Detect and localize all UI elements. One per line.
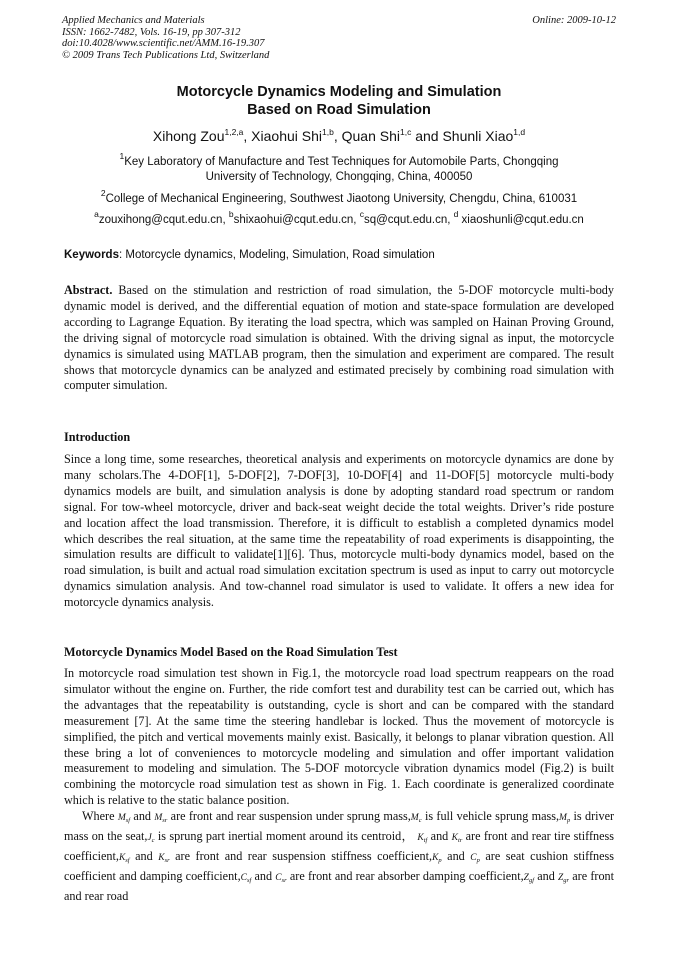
keywords-text: : Motorcycle dynamics, Modeling, Simulation, Road simulation bbox=[118, 249, 435, 261]
text-t4: is sprung part inertial moment around its centroid， bbox=[157, 829, 414, 844]
text-and: and bbox=[430, 829, 449, 844]
symbol-ktr bbox=[452, 833, 463, 843]
title-line-1: Motorcycle Dynamics Modeling and Simulation bbox=[176, 84, 502, 100]
affiliation-1-line-1 bbox=[0, 151, 678, 170]
online-date: Online: 2009-10-12 bbox=[532, 15, 616, 26]
text-and: and bbox=[447, 848, 465, 863]
email-sup: c bbox=[359, 209, 364, 219]
symbol-sub: sr bbox=[162, 817, 168, 825]
symbol-csr bbox=[275, 873, 286, 883]
affiliation-text: Key Laboratory of Manufacture and Test Techniques for Automobile Parts, Chongqing bbox=[124, 156, 559, 168]
affiliation-1-line-2: University of Technology, Chongqing, China, 400050 bbox=[205, 171, 473, 183]
symbol-sub: sr bbox=[164, 856, 170, 864]
email-link[interactable]: sq@cqut.edu.cn, bbox=[363, 214, 454, 226]
symbol-csf bbox=[241, 873, 252, 883]
symbol-sub: sf bbox=[125, 856, 130, 864]
symbol-sub: p bbox=[476, 856, 480, 864]
text-t9: are front and rear road bbox=[64, 868, 615, 903]
text-and: and bbox=[537, 868, 555, 883]
issn-line: ISSN: 1662-7482, Vols. 16-19, pp 307-312 bbox=[62, 26, 241, 38]
text-t3: is driver mass on the seat, bbox=[64, 809, 615, 844]
symbol-sub: tf bbox=[423, 837, 428, 845]
text-t2: is full vehicle sprung mass, bbox=[424, 809, 560, 824]
symbol-mc bbox=[411, 813, 422, 823]
copyright-line: © 2009 Trans Tech Publications Ltd, Switzerland bbox=[62, 49, 270, 61]
author-sup: 1,2,a bbox=[224, 127, 244, 137]
text-and: and bbox=[135, 848, 153, 863]
text-t1: are front and rear suspension under sprung mass, bbox=[170, 809, 411, 824]
symbol-sub: tr bbox=[457, 837, 463, 845]
affiliation-text: College of Mechanical Engineering, Southwest Jiaotong University, Chengdu, China, 610031 bbox=[105, 193, 578, 205]
author-sup: 1,d bbox=[513, 127, 526, 137]
symbol-base: K bbox=[118, 852, 126, 863]
symbol-base: J bbox=[147, 833, 152, 844]
symbol-base: M bbox=[154, 813, 163, 824]
affiliation-2-line-1 bbox=[0, 188, 678, 207]
symbol-base: K bbox=[451, 833, 458, 844]
symbol-base: M bbox=[410, 813, 419, 824]
text-and: and bbox=[254, 868, 273, 883]
title-line-2: Based on Road Simulation bbox=[247, 102, 431, 118]
journal-header bbox=[62, 15, 616, 61]
email-link[interactable]: zouxihong@cqut.edu.cn, bbox=[98, 214, 229, 226]
model-paragraph-2 bbox=[64, 809, 614, 905]
symbol-sub: p bbox=[566, 817, 571, 825]
symbol-base: Z bbox=[558, 872, 564, 883]
model-body bbox=[64, 666, 614, 905]
symbol-base: C bbox=[470, 852, 477, 863]
symbol-sub: sf bbox=[125, 817, 131, 825]
introduction-body bbox=[64, 452, 614, 611]
symbol-zgr bbox=[558, 873, 569, 883]
symbol-mp bbox=[559, 813, 570, 823]
author-sup: 1,b bbox=[322, 127, 334, 137]
symbol-base: K bbox=[158, 852, 165, 863]
text-where: Where bbox=[82, 809, 115, 824]
symbol-jc bbox=[147, 833, 154, 843]
introduction-paragraph: Since a long time, some researches, theoretical analysis and experiments on motorcycle dynamics are done by many scholars.The 4-DOF[1], 5-DOF[2], 7-DOF[3], 10-DOF[4] and 11-DOF[5] motorcycle multi-body dynamics models are built, and simulation analysis is done by adopting standard road spectrum or random signal. For tow-wheel motorcycle, driver and back-seat weight decide the total weights. Driver’s ride posture and location affect the load transmission. Therefore, it is difficult to establish a completed dynamics model which describes the real situation, at the same time the repeatability of road experiments is disappointing, the simulation results are difficult to validate[1][6]. Thus, motorcycle multi-body dynamics model, based on the road simulation, is built and actual road simulation excitation spectrum is used as input to carry out motorcycle dynamics simulation analysis. And tow-channel road simulator is used to validate. It offers a new idea for motorcycle dynamics analysis. bbox=[64, 452, 614, 610]
text-and: and bbox=[133, 809, 152, 824]
keywords bbox=[64, 248, 435, 263]
abstract-paragraph bbox=[64, 283, 614, 394]
text-t7: are seat cushion stiffness coefficient and damping coefficient, bbox=[64, 848, 614, 883]
symbol-base: K bbox=[417, 833, 424, 844]
symbol-ktf bbox=[417, 833, 427, 843]
doi-line: doi:10.4028/www.scientific.net/AMM.16-19.307 bbox=[62, 38, 265, 49]
abstract-text: Based on the stimulation and restriction of road simulation, the 5-DOF motorcycle multi-body dynamic model is derived, and the differential equation of motion and state-space formulation are developed according to Lagrange Equation. By iterating the load spectra, which was sampled on Hainan Proving Ground, the driving signal of motorcycle road simulation is obtained. With the driving signal as input, the motorcycle dynamics is simulated using MATLAB program, then the simulation and experiment are compared. The result shows that motorcycle dynamics can be analyzed and estimated precisely by combining road simulation with computer simulation. bbox=[64, 283, 614, 393]
email-line bbox=[0, 209, 678, 228]
keywords-label: Keywords bbox=[64, 249, 119, 261]
symbol-base: M bbox=[559, 813, 567, 824]
symbol-msr bbox=[154, 813, 167, 823]
affiliation-sup: 2 bbox=[100, 188, 106, 198]
symbol-base: K bbox=[432, 852, 439, 863]
symbol-cp bbox=[470, 853, 480, 863]
abstract bbox=[64, 283, 614, 394]
symbol-msf bbox=[118, 813, 130, 823]
symbol-sub: sf bbox=[246, 876, 252, 884]
text-t5: are front and rear tire stiffness coefficient, bbox=[64, 829, 615, 863]
author-sep: and bbox=[411, 128, 443, 144]
email-sup: d bbox=[453, 209, 459, 219]
symbol-sub: c bbox=[151, 837, 155, 845]
text-t8: are front and rear absorber damping coefficient, bbox=[289, 868, 524, 883]
symbol-kp bbox=[432, 853, 442, 863]
affiliation-2 bbox=[0, 188, 678, 207]
email-link[interactable]: shixaohui@cqut.edu.cn, bbox=[233, 214, 360, 226]
author-list bbox=[0, 127, 678, 145]
author-name: Quan Shi bbox=[341, 128, 400, 144]
symbol-ksf bbox=[119, 853, 130, 863]
symbol-sub: gr bbox=[563, 876, 570, 884]
symbol-zgf bbox=[524, 873, 534, 883]
model-paragraph-1: In motorcycle road simulation test shown in Fig.1, the motorcycle road load spectrum reappears on the road simulator without the engine on. Further, the ride comfort test and durability test can be carried out, which has the advantages that the repeatability is outstanding, cycle is short and can be compared with the standard measurement [7]. At the same time the steering handlebar is locked. Thus the movement of motorcycle is simplified, the pitch and vertical movements mainly exist. Basically, it belongs to planar vibration question. All these bring a lot of conveniences to motorcycle modeling and simulation and offer important validation measurement to modeling and simulation. The 5-DOF motorcycle vibration dynamics model (Fig.2) is built combining the motorcycle road simulation test as shown in Fig. 1. Each coordinate is generalized coordinate which is relative to the static balance position. bbox=[64, 666, 614, 808]
author-sep: , bbox=[333, 128, 342, 144]
affiliation-sup: 1 bbox=[119, 151, 125, 161]
symbol-ksr bbox=[158, 853, 169, 863]
symbol-sub: p bbox=[438, 856, 442, 864]
email-sup: a bbox=[94, 209, 99, 219]
symbol-base: Z bbox=[523, 872, 529, 883]
author-name: Shunli Xiao bbox=[442, 128, 514, 144]
symbol-sub: gf bbox=[528, 876, 535, 884]
paper-title bbox=[0, 83, 678, 119]
symbol-base: C bbox=[240, 872, 247, 883]
journal-name: Applied Mechanics and Materials bbox=[62, 15, 205, 26]
symbol-sub: c bbox=[418, 817, 422, 825]
section-heading-introduction: Introduction bbox=[64, 430, 131, 444]
email-sup: b bbox=[228, 209, 234, 219]
section-heading-model: Motorcycle Dynamics Model Based on the Road Simulation Test bbox=[64, 645, 398, 659]
author-sep: , bbox=[243, 128, 252, 144]
text-t6: are front and rear suspension stiffness coefficient, bbox=[175, 848, 433, 863]
email-link[interactable]: xiaoshunli@cqut.edu.cn bbox=[458, 214, 584, 226]
affiliation-1 bbox=[0, 151, 678, 185]
author-name: Xihong Zou bbox=[152, 128, 225, 144]
symbol-base: C bbox=[275, 872, 282, 883]
email-list bbox=[0, 209, 678, 228]
symbol-sub: sr bbox=[281, 876, 287, 884]
author-sup: 1,c bbox=[399, 127, 412, 137]
symbol-base: M bbox=[117, 813, 126, 824]
author-name: Xiaohui Shi bbox=[251, 128, 322, 144]
abstract-lead: Abstract. bbox=[64, 283, 113, 297]
